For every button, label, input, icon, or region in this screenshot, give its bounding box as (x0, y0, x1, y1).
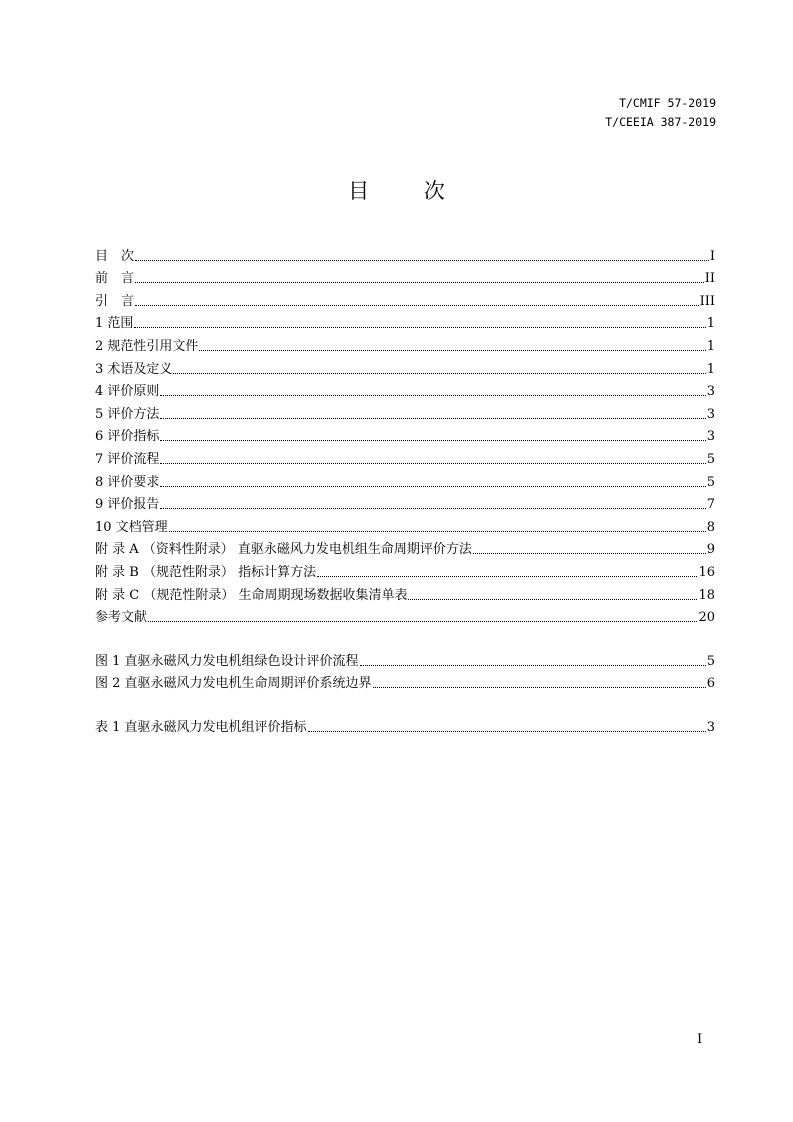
toc-dot-leader (173, 373, 705, 374)
toc-dot-leader (134, 327, 705, 328)
toc-entry[interactable] (95, 355, 715, 378)
toc-entry-label: 附 录 B （规范性附录） 指标计算方法 (95, 564, 317, 580)
toc-entry-label: 图 1 直驱永磁风力发电机组绿色设计评价流程 (95, 653, 359, 669)
toc-entry[interactable] (95, 287, 715, 310)
toc-entry[interactable] (95, 604, 715, 627)
toc-entry-label: 2 规范性引用文件 (95, 338, 199, 354)
toc-entry[interactable] (95, 513, 715, 536)
toc-entry-label: 3 术语及定义 (95, 361, 173, 377)
toc-entry-page: 5 (706, 451, 715, 467)
page-number: I (697, 1032, 703, 1047)
toc-dot-leader (408, 599, 697, 600)
toc-entry-page: 3 (706, 406, 715, 422)
toc-group (95, 647, 715, 692)
toc-entry-label: 10 文档管理 (95, 519, 168, 535)
toc-dot-leader (160, 486, 705, 487)
toc-entry-page: III (699, 293, 715, 309)
toc-dot-leader (135, 305, 699, 306)
toc-entry[interactable] (95, 647, 715, 670)
toc-entry-label: 目 次 (95, 248, 135, 264)
toc-entry[interactable] (95, 265, 715, 288)
toc-entry-label: 4 评价原则 (95, 384, 160, 400)
toc-entry-page: 5 (706, 474, 715, 490)
toc-entry-page: 6 (706, 676, 715, 692)
toc-dot-leader (148, 621, 697, 622)
toc-dot-leader (160, 508, 705, 509)
toc-entry-label: 图 2 直驱永磁风力发电机生命周期评价系统边界 (95, 676, 372, 692)
toc-entry-label: 附 录 C （规范性附录） 生命周期现场数据收集清单表 (95, 587, 408, 603)
toc-entry[interactable] (95, 713, 715, 736)
toc-entry-page: II (704, 271, 715, 287)
toc-entry-label: 5 评价方法 (95, 406, 160, 422)
document-code: T/CMIF 57-2019 (619, 96, 716, 110)
document-codes (605, 94, 716, 132)
toc-entry-page: 1 (706, 316, 715, 332)
toc-entry-label: 参考文献 (95, 610, 148, 626)
toc-dot-leader (360, 665, 706, 666)
toc-entry-page: 8 (706, 519, 715, 535)
toc-entry-page: 3 (706, 429, 715, 445)
toc-dot-leader (160, 418, 705, 419)
toc-dot-leader (308, 731, 706, 732)
toc-entry[interactable] (95, 581, 715, 604)
toc-entry-page: 1 (706, 361, 715, 377)
toc-dot-leader (160, 395, 705, 396)
toc-entry[interactable] (95, 310, 715, 333)
toc-entry-page: I (709, 248, 715, 264)
toc-entry[interactable] (95, 491, 715, 514)
toc-dot-leader (169, 531, 706, 532)
toc-entry-label: 6 评价指标 (95, 429, 160, 445)
toc-group (95, 713, 715, 736)
toc-entry-label: 1 范围 (95, 316, 134, 332)
toc-entry[interactable] (95, 423, 715, 446)
toc-dot-leader (160, 463, 705, 464)
toc-dot-leader (135, 260, 709, 261)
toc-entry[interactable] (95, 242, 715, 265)
toc-entry-label: 9 评价报告 (95, 497, 160, 513)
page-title: 目 次 (348, 179, 469, 203)
toc-dot-leader (135, 282, 704, 283)
toc-entry-label: 引 言 (95, 293, 135, 309)
toc-entry[interactable] (95, 536, 715, 559)
toc-entry-label: 7 评价流程 (95, 451, 160, 467)
toc-entry-label: 前 言 (95, 271, 135, 287)
toc-entry-page: 7 (706, 497, 715, 513)
toc-entry-page: 5 (706, 653, 715, 669)
toc-entry[interactable] (95, 670, 715, 693)
toc-entry-page: 18 (698, 587, 715, 603)
toc-entry-page: 3 (706, 719, 715, 735)
toc-entry[interactable] (95, 378, 715, 401)
toc-entry-page: 9 (706, 542, 715, 558)
toc-group (95, 242, 715, 626)
toc-entry[interactable] (95, 445, 715, 468)
toc-dot-leader (373, 687, 706, 688)
toc-entry[interactable] (95, 468, 715, 491)
toc-entry[interactable] (95, 332, 715, 355)
toc-dot-leader (473, 553, 706, 554)
toc-dot-leader (317, 576, 697, 577)
toc-entry-label: 附 录 A （资料性附录） 直驱永磁风力发电机组生命周期评价方法 (95, 542, 472, 558)
toc-entry-page: 1 (706, 338, 715, 354)
document-code: T/CEEIA 387-2019 (605, 115, 716, 129)
toc-entry[interactable] (95, 400, 715, 423)
toc-entry-label: 表 1 直驱永磁风力发电机组评价指标 (95, 719, 307, 735)
toc-entry[interactable] (95, 558, 715, 581)
toc-entry-page: 3 (706, 384, 715, 400)
toc-dot-leader (160, 440, 705, 441)
toc-entry-label: 8 评价要求 (95, 474, 160, 490)
toc-dot-leader (199, 350, 705, 351)
table-of-contents (95, 242, 715, 736)
toc-entry-page: 16 (698, 564, 715, 580)
toc-entry-page: 20 (698, 610, 715, 626)
